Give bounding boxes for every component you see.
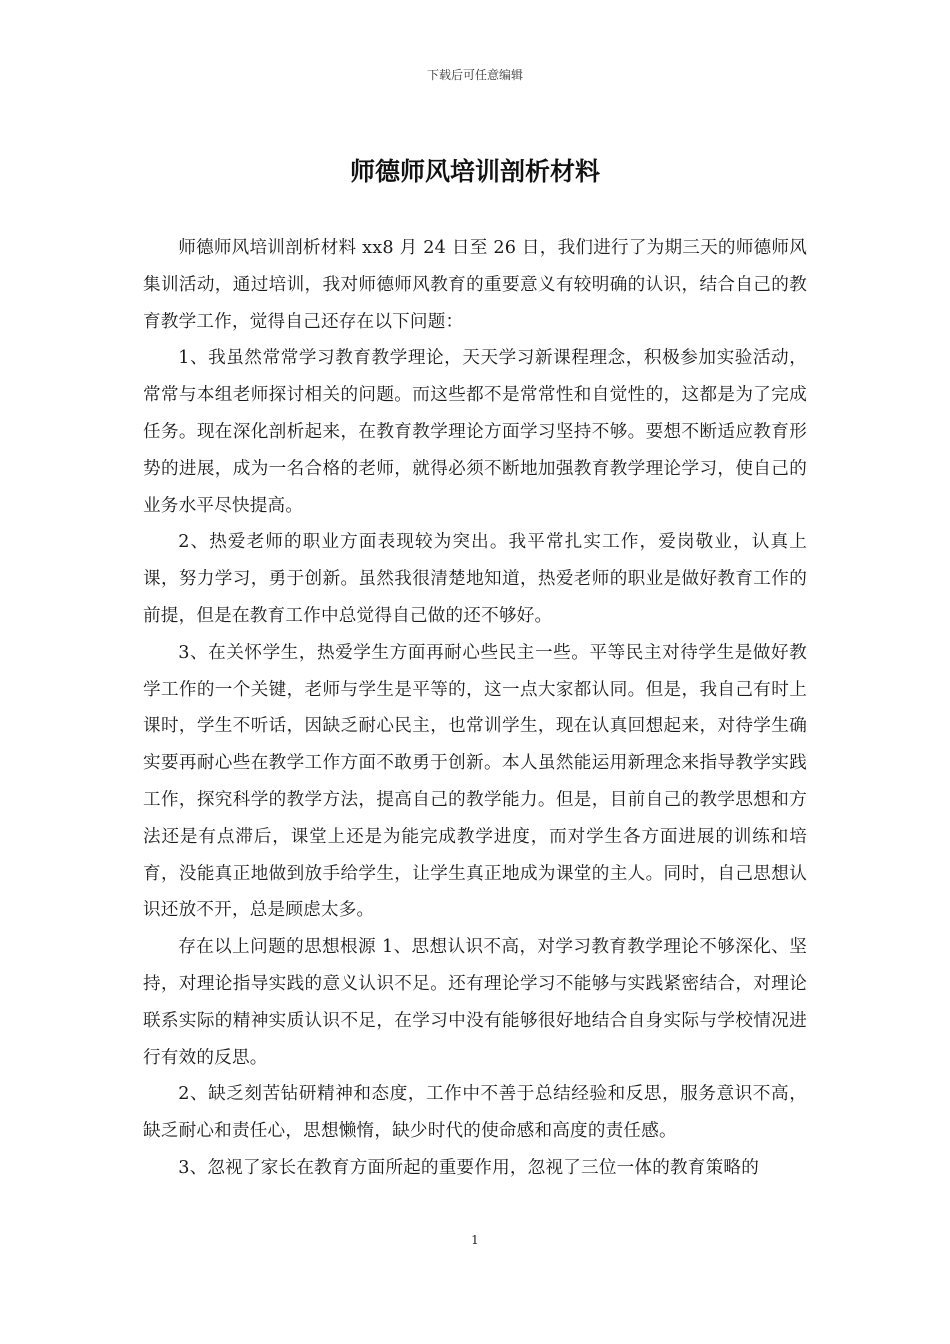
paragraph-item-1: 1、我虽然常常学习教育教学理论，天天学习新课程理念，积极参加实验活动，常常与本组老师探讨相关的问题。而这些都不是常常性和自觉性的，这都是为了完成任务。现在深化剖析起来，在教育教学理论方面学习坚持不够。要想不断适应教育形势的进展，成为一名合格的老师，就得必须不断地加强教育教学理论学习，使自己的业务水平尽快提高。 xyxy=(143,348,807,516)
header-note: 下载后可任意编辑 xyxy=(426,68,523,82)
paragraph-cause-2: 2、缺乏刻苦钻研精神和态度，工作中不善于总结经验和反思，服务意识不高，缺乏耐心和责任心，思想懒惰，缺少时代的使命感和高度的责任感。 xyxy=(143,1084,807,1142)
paragraph-intro: 师德师风培训剖析材料 xx8 月 24 日至 26 日，我们进行了为期三天的师德师风集训活动，通过培训，我对师德师风教育的重要意义有较明确的认识，结合自己的教育教学工作，觉得自己还存在以下问题： xyxy=(143,238,807,332)
paragraph-item-3: 3、在关怀学生，热爱学生方面再耐心些民主一些。平等民主对待学生是做好教学工作的一个关键，老师与学生是平等的，这一点大家都认同。但是，我自己有时上课时，学生不听话，因缺乏耐心民主，也常训学生，现在认真回想起来，对待学生确实要再耐心些在教学工作方面不敢勇于创新。本人虽然能运用新理念来指导教学实践工作，探究科学的教学方法，提高自己的教学能力。但是，目前自己的教学思想和方法还是有点滞后，课堂上还是为能完成教学进度，而对学生各方面进展的训练和培育，没能真正地做到放手给学生，让学生真正地成为课堂的主人。同时，自己思想认识还放不开，总是顾虑太多。 xyxy=(143,642,807,921)
document-body xyxy=(143,230,807,1187)
page-number: 1 xyxy=(471,1233,479,1247)
paragraph-item-2: 2、热爱老师的职业方面表现较为突出。我平常扎实工作，爱岗敬业，认真上课，努力学习，勇于创新。虽然我很清楚地知道，热爱老师的职业是做好教育工作的前提，但是在教育工作中总觉得自己做的还不够好。 xyxy=(143,532,807,626)
paragraph-root-causes: 存在以上问题的思想根源 1、思想认识不高，对学习教育教学理论不够深化、坚持，对理论指导实践的意义认识不足。还有理论学习不能够与实践紧密结合，对理论联系实际的精神实质认识不足，在学习中没有能够很好地结合自身实际与学校情况进行有效的反思。 xyxy=(143,937,807,1068)
document-title: 师德师风培训剖析材料 xyxy=(349,157,600,186)
paragraph-cause-3: 3、忽视了家长在教育方面所起的重要作用，忽视了三位一体的教育策略的 xyxy=(178,1157,759,1178)
